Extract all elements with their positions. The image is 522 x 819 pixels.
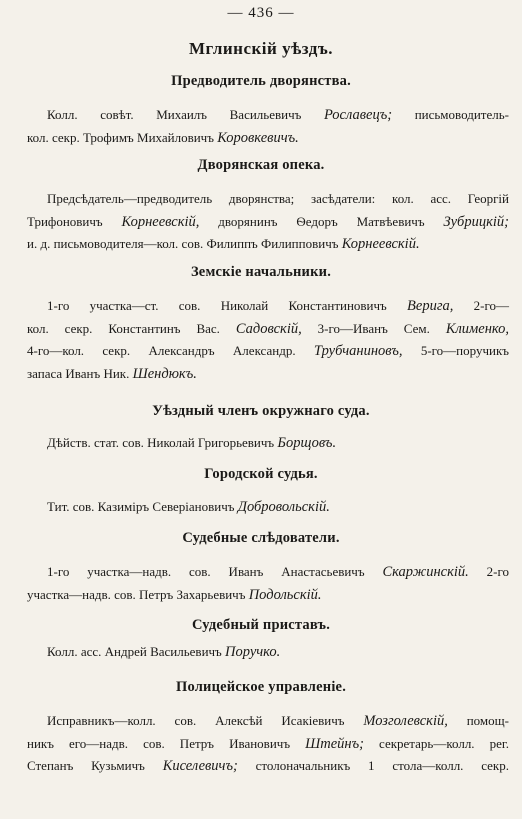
text-run: 2-го— xyxy=(453,298,509,313)
page-number: — 436 — xyxy=(227,5,295,21)
text-line xyxy=(27,496,509,519)
section-heading: Земскіе начальники. xyxy=(190,264,332,280)
text-line xyxy=(27,733,509,756)
surname: Киселевичъ; xyxy=(162,758,238,774)
text-run: столоначальникъ 1 стола—колл. секр. xyxy=(237,758,509,773)
text-run: дворянинъ Ѳедоръ Матвѣевичъ xyxy=(199,213,444,229)
text-line xyxy=(27,641,509,664)
text-run: кол. секр. Трофимъ Михайловичъ xyxy=(27,129,218,145)
text-run: Степанъ Кузьмичъ xyxy=(27,758,163,773)
text-run: 5-го—поручикъ xyxy=(402,343,509,358)
text-line xyxy=(27,432,509,455)
text-run: 1-го участка—надв. сов. Иванъ Анастасьевичъ xyxy=(47,564,383,579)
surname: Коровкевичъ. xyxy=(217,129,299,146)
section-heading: Судебные слѣдователи. xyxy=(182,530,340,546)
surname: Садовскій, xyxy=(235,320,302,337)
surname: Шендюкъ. xyxy=(132,365,197,382)
text-line xyxy=(27,363,509,386)
text-run: Тит. сов. Казиміръ Северіановичъ xyxy=(47,499,238,514)
surname: Скаржинскій. xyxy=(382,564,469,580)
text-line xyxy=(27,755,509,778)
section-paragraph xyxy=(27,496,509,519)
surname: Корнеевскій, xyxy=(121,213,200,230)
text-run: 3-го—Иванъ Сем. xyxy=(301,320,446,336)
surname: Подольскій. xyxy=(248,586,322,603)
section-heading: Уѣздный членъ окружнаго суда. xyxy=(152,403,370,419)
text-line xyxy=(27,188,509,211)
text-line xyxy=(27,211,509,234)
surname: Верига, xyxy=(407,298,454,314)
section-heading: Судебный приставъ. xyxy=(191,617,331,633)
text-run: Трифоновичъ xyxy=(27,213,122,229)
text-run: Колл. асс. Андрей Васильевичъ xyxy=(47,644,226,659)
text-run: Предсѣдатель—предводитель дворянства; засѣдатели: кол. асс. Георгій xyxy=(47,191,509,206)
text-run: и. д. письмоводителя—кол. сов. Филиппъ Филипповичъ xyxy=(27,236,342,251)
surname: Клименко, xyxy=(445,320,510,337)
text-run: 4-го—кол. секр. Александръ Александр. xyxy=(27,343,314,358)
surname: Корнеевскій. xyxy=(341,236,420,252)
section-paragraph xyxy=(27,561,509,606)
text-run: секретарь—колл. рег. xyxy=(363,735,510,751)
text-line xyxy=(27,295,509,318)
text-line xyxy=(27,127,509,150)
text-run: помощ- xyxy=(447,713,510,728)
section-paragraph xyxy=(27,710,509,778)
section-paragraph xyxy=(27,188,509,256)
section-paragraph xyxy=(27,432,509,455)
text-run: 2-го xyxy=(468,564,509,579)
text-line xyxy=(27,561,509,584)
section-heading: Предводитель дворянства. xyxy=(171,73,351,89)
text-line xyxy=(27,318,509,341)
surname: Мозголевскій, xyxy=(363,713,448,729)
text-run: Колл. совѣт. Михаилъ Васильевичъ xyxy=(47,107,324,122)
text-line xyxy=(27,104,509,127)
surname: Добровольскій. xyxy=(237,499,330,515)
surname: Поручко. xyxy=(225,644,281,660)
surname: Штейнъ; xyxy=(305,735,364,752)
text-run: письмоводитель- xyxy=(392,107,509,122)
text-line xyxy=(27,233,509,256)
surname: Зубрицкій; xyxy=(443,213,509,230)
text-line xyxy=(27,710,509,733)
section-paragraph xyxy=(27,641,509,664)
text-run: Дѣйств. стат. сов. Николай Григорьевичъ xyxy=(47,435,278,450)
surname: Борщовъ. xyxy=(277,435,337,451)
text-run: запаса Иванъ Ник. xyxy=(27,365,133,381)
district-title: Мглинскій уѣздъ. xyxy=(188,39,334,58)
section-paragraph xyxy=(27,104,509,149)
text-run: никъ его—надв. сов. Петръ Ивановичъ xyxy=(27,735,306,751)
section-heading: Полицейское управленіе. xyxy=(175,679,347,695)
section-heading: Городской судья. xyxy=(204,466,318,482)
text-run: кол. секр. Константинъ Вас. xyxy=(27,320,236,336)
text-line xyxy=(27,340,509,363)
text-run: участка—надв. сов. Петръ Захарьевичъ xyxy=(27,586,249,602)
section-paragraph xyxy=(27,295,509,385)
surname: Рославецъ; xyxy=(323,107,393,123)
surname: Трубчаниновъ, xyxy=(313,343,403,359)
text-run: 1-го участка—ст. сов. Николай Константиновичъ xyxy=(47,298,408,313)
text-line xyxy=(27,584,509,607)
section-heading: Дворянская опека. xyxy=(197,157,325,173)
text-run: Исправникъ—колл. сов. Алексѣй Исакіевичъ xyxy=(47,713,364,728)
